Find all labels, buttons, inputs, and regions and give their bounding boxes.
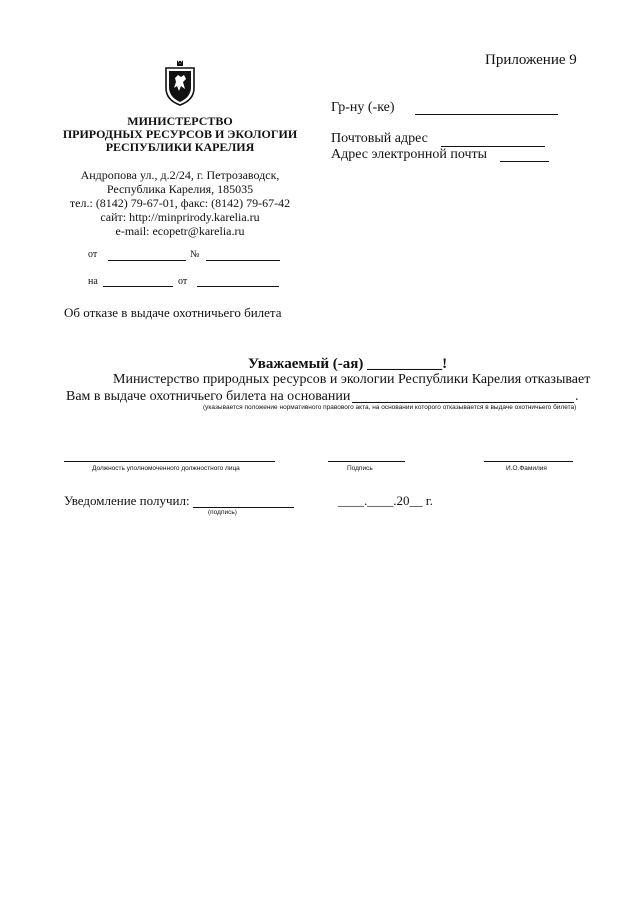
notice-signature-field <box>193 507 294 508</box>
full-name-field <box>484 461 573 462</box>
appendix-label: Приложение 9 <box>485 52 577 68</box>
address-line2: Республика Карелия, 185035 <box>106 182 254 196</box>
ref-number-label: № <box>190 249 200 260</box>
signature-caption: Подпись <box>347 465 373 472</box>
ref-from2-label: от <box>178 276 188 287</box>
full-name-caption: И.О.Фамилия <box>506 465 547 472</box>
org-name-line3: РЕСПУБЛИКИ КАРЕЛИЯ <box>105 140 255 154</box>
phone-line: тел.: (8142) 79-67-01, факс: (8142) 79-67-42 <box>69 196 291 210</box>
ref-from-label: от <box>88 249 98 260</box>
ref-from2-field <box>197 286 279 287</box>
org-name-line1: МИНИСТЕРСТВО <box>127 114 233 128</box>
position-caption: Должность уполномоченного должностного лица <box>92 465 240 472</box>
body-line2: Вам в выдаче охотничьего билета на основании <box>66 389 351 404</box>
subject-line: Об отказе в выдаче охотничьего билета <box>64 305 282 320</box>
notice-date: ____.____.20__ г. <box>338 493 433 508</box>
greeting: Уважаемый (-ая) __________! <box>248 356 448 372</box>
notice-signature-caption: (подпись) <box>208 509 237 516</box>
legal-basis-field <box>352 402 574 403</box>
recipient-name-field <box>415 114 558 115</box>
notice-label: Уведомление получил: <box>64 493 190 508</box>
site-line: сайт: http://minprirody.karelia.ru <box>100 210 260 224</box>
ref-number-field <box>206 260 280 261</box>
postal-address-label: Почтовый адрес <box>331 131 428 146</box>
ref-on-field <box>103 286 173 287</box>
signature-field <box>328 461 405 462</box>
position-field <box>64 461 275 462</box>
email-address-label: Адрес электронной почты <box>331 147 488 162</box>
email-line: e-mail: ecopetr@karelia.ru <box>115 224 245 238</box>
body-line1: Министерство природных ресурсов и экологии Республики Карелия отказывает <box>113 372 591 387</box>
ref-on-label: на <box>88 276 98 287</box>
karelia-emblem-icon <box>163 58 197 106</box>
org-name-line2: ПРИРОДНЫХ РЕСУРСОВ И ЭКОЛОГИИ <box>62 127 298 141</box>
body-line2-end: . <box>575 389 579 404</box>
ref-date-field <box>108 260 186 261</box>
legal-basis-note: (указывается положение нормативного правового акта, на основании которого отказывается в выдаче охотничьего билета) <box>203 404 577 411</box>
recipient-to-label: Гр-ну (-ке) <box>331 100 395 115</box>
address-line1: Андропова ул., д.2/24, г. Петрозаводск, <box>80 168 280 182</box>
email-address-field <box>500 161 549 162</box>
